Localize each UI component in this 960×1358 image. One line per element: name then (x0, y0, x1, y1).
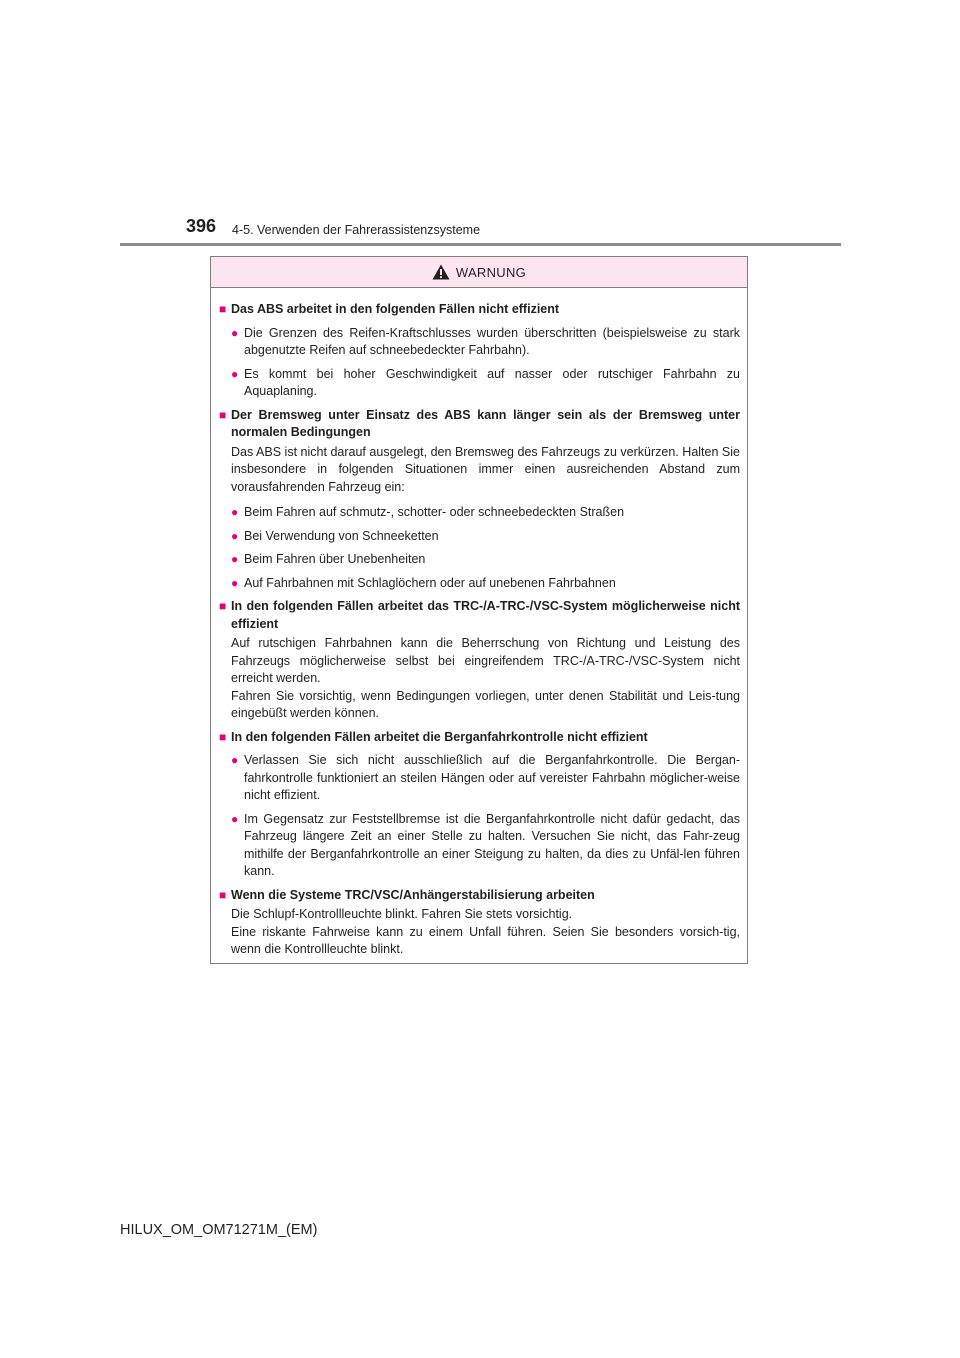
section-heading: ■ In den folgenden Fällen arbeitet das TRC-/A-TRC-/VSC-System möglicherweise nicht effizient (219, 598, 740, 633)
square-bullet-icon: ■ (219, 887, 227, 902)
bullet-item: ● Bei Verwendung von Schneeketten (231, 528, 740, 546)
section-heading: ■ Das ABS arbeitet in den folgenden Fällen nicht effizient (219, 301, 740, 319)
square-bullet-icon: ■ (219, 729, 227, 744)
section-paragraph: Das ABS ist nicht darauf ausgelegt, den Bremsweg des Fahrzeugs zu verkürzen. Halten Sie insbesondere in folgenden Situationen immer einen ausreichenden Abstand zum vorausfahrenden Fahrzeug ein: (231, 444, 740, 494)
warning-header (211, 257, 747, 288)
square-bullet-icon: ■ (219, 302, 227, 316)
section-heading: ■ Wenn die Systeme TRC/VSC/Anhängerstabilisierung arbeiten (219, 887, 740, 905)
section-heading: ■ Der Bremsweg unter Einsatz des ABS kann länger sein als der Bremsweg unter normalen Bedingungen (219, 407, 740, 442)
section-paragraph: Auf rutschigen Fahrbahnen kann die Beherrschung von Richtung und Leistung des Fahrzeugs möglicherweise selbst bei eingreifendem TRC-/A-TRC-/VSC-System nicht erreicht werden. Fahren Sie vorsichtig, wenn Bedingungen vorliegen, unter denen Stabilität und Leis-tung eingebüßt werden können. (231, 636, 740, 720)
bullet-item: ● Beim Fahren auf schmutz-, schotter- oder schneebedeckten Straßen (231, 504, 740, 522)
bullet-item: ● Die Grenzen des Reifen-Kraftschlusses wurden überschritten (beispielsweise zu stark abgenutzte Reifen auf schneebedeckter Fahrbahn). (231, 325, 740, 360)
circle-bullet-icon: ● (231, 325, 239, 340)
circle-bullet-icon: ● (231, 811, 239, 826)
circle-bullet-icon: ● (231, 753, 239, 767)
bullet-item: ● Beim Fahren über Unebenheiten (231, 551, 740, 569)
section-paragraph: Die Schlupf-Kontrollleuchte blinkt. Fahren Sie stets vorsichtig. Eine riskante Fahrweise kann zu einem Unfall führen. Seien Sie besonders vorsich-tig, wenn die Kontrollleuchte blinkt. (231, 907, 740, 956)
warning-label: WARNUNG (455, 264, 527, 280)
warning-section (219, 729, 740, 881)
bullet-item: ● Im Gegensatz zur Feststellbremse ist die Berganfahrkontrolle nicht dafür gedacht, das Fahrzeug längere Zeit an einer Stelle zu halten. Versuchen Sie nicht, das Fahr-zeug mithilfe der Berganfahrkontrolle an einer Steigung zu halten, da dies zu Unfäl-len führen kann. (231, 811, 740, 881)
circle-bullet-icon: ● (231, 575, 239, 590)
warning-triangle-icon (432, 264, 450, 280)
bullet-item: ● Verlassen Sie sich nicht ausschließlich auf die Berganfahrkontrolle. Die Bergan-fahrkontrolle funktioniert an steilen Hängen oder auf vereister Fahrbahn möglicher-weise nicht effizient. (231, 752, 740, 805)
warning-section (219, 407, 740, 593)
bullet-item: ● Auf Fahrbahnen mit Schlaglöchern oder auf unebenen Fahrbahnen (231, 575, 740, 593)
warning-section (219, 887, 740, 959)
section-heading: ■ In den folgenden Fällen arbeitet die Berganfahrkontrolle nicht effizient (219, 729, 740, 747)
warning-section (219, 301, 740, 401)
document-id: HILUX_OM_OM71271M_(EM) (120, 1222, 318, 1238)
square-bullet-icon: ■ (219, 599, 227, 613)
header-rule (120, 243, 841, 246)
warning-body (211, 288, 747, 959)
warning-box (210, 256, 748, 964)
square-bullet-icon: ■ (219, 407, 227, 422)
warning-section (219, 598, 740, 723)
circle-bullet-icon: ● (231, 552, 239, 566)
circle-bullet-icon: ● (231, 528, 239, 543)
page-number: 396 (186, 216, 217, 236)
section-title: 4-5. Verwenden der Fahrerassistenzsysteme (232, 223, 481, 237)
circle-bullet-icon: ● (231, 505, 239, 519)
bullet-item: ● Es kommt bei hoher Geschwindigkeit auf nasser oder rutschiger Fahrbahn zu Aquaplaning. (231, 366, 740, 401)
circle-bullet-icon: ● (231, 366, 239, 381)
